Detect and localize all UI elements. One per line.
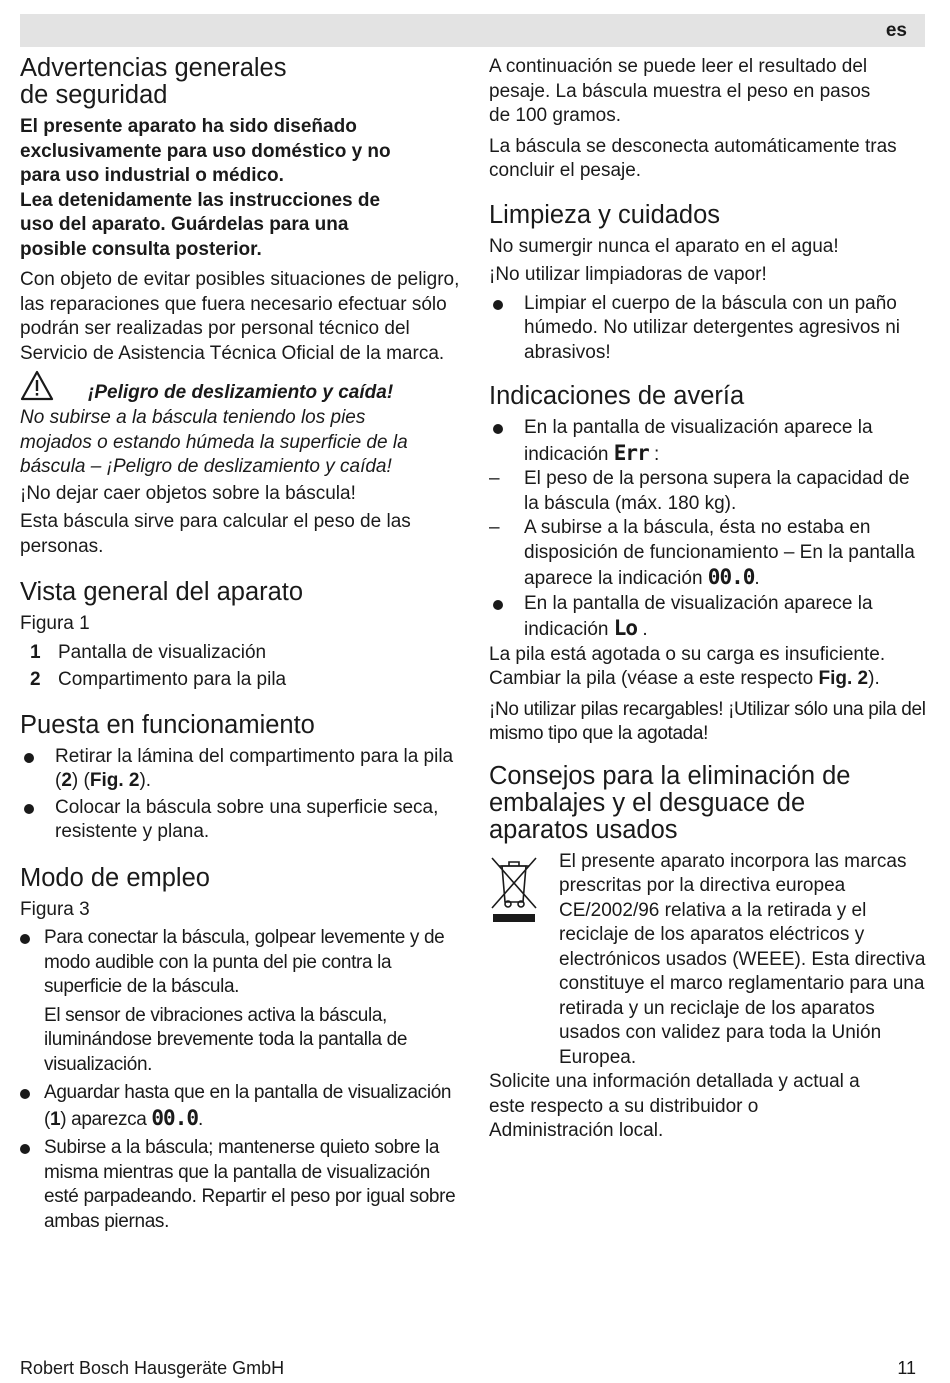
list-item: Aguardar hasta que en la pantalla de visualización (1) aparezca 00.0. — [20, 1081, 460, 1132]
heading-overview: Vista general del aparato — [20, 578, 304, 606]
bullet-icon — [493, 600, 503, 610]
header-bar — [20, 14, 925, 47]
warning-title-text: ¡Peligro de deslizamiento y caída! — [88, 382, 394, 403]
display-lo-reading: Lo — [613, 616, 638, 640]
disposal-paragraph-2: Solicite una información detallada y actual a este respecto a su distribuidor o Administración local. — [489, 1071, 860, 1141]
left-column — [20, 55, 460, 1234]
list-item: En la pantalla de visualización aparece la indicación Lo . — [489, 592, 929, 643]
part-item: 1 Pantalla de visualización — [30, 641, 267, 663]
list-item: En la pantalla de visualización aparece la indicación Err : — [489, 416, 929, 467]
heading-start: Puesta en funcionamiento — [20, 710, 315, 739]
list-item: Limpiar el cuerpo de la báscula con un paño húmedo. No utilizar detergentes agresivos ni abrasivos! — [489, 292, 929, 366]
safety-paragraph: Con objeto de evitar posibles situaciones de peligro, las reparaciones que fuera necesario efectuar sólo podrán ser realizadas por personal técnico del Servicio de Asistencia Técnica Oficial de la marca. — [20, 269, 460, 364]
page-number: 11 — [897, 1358, 916, 1378]
purpose-text: Esta báscula sirve para calcular el peso de las personas. — [20, 511, 411, 557]
rechargeable-warning: ¡No utilizar pilas recargables! ¡Utilizar sólo una pila del mismo tipo que la agotada! — [489, 698, 926, 744]
right-column — [489, 55, 929, 1144]
battery-text: La pila está agotada o su carga es insuficiente. Cambiar la pila (véase a este respecto Fig. 2). — [489, 643, 886, 689]
result-text-2: La báscula se desconecta automáticamente tras concluir el pesaje. — [489, 135, 897, 181]
bullet-icon — [24, 753, 34, 763]
heading-cleaning: Limpieza y cuidados — [489, 200, 721, 229]
list-item: Retirar la lámina del compartimento para la pila (2) (Fig. 2). — [20, 745, 460, 794]
bullet-icon — [20, 1089, 30, 1099]
cleaning-text-2: ¡No utilizar limpiadoras de vapor! — [489, 264, 767, 285]
warning-triangle-icon — [20, 370, 54, 402]
display-err-reading: Err — [613, 440, 649, 465]
heading-use: Modo de empleo — [20, 863, 210, 892]
bullet-icon — [24, 804, 34, 814]
disposal-paragraph: El presente aparato incorpora las marcas prescritas por la directiva europea CE/2002/96 relativa a la retirada y el reciclaje de los aparatos eléctricos y electrónicos usados (WEEE). Esta directiva constituye el marco reglamentario para una retirada y un reciclaje de los aparatos usados con validez para toda la Unión Europea. — [559, 850, 926, 1068]
warning-text: No subirse a la báscula teniendo los pies mojados o estando húmeda la superficie de la báscula – ¡Peligro de deslizamiento y caída! — [20, 407, 408, 477]
weee-bin-icon — [489, 854, 539, 924]
cleaning-text-1: No sumergir nunca el aparato en el agua! — [489, 235, 839, 257]
figure-3-label: Figura 3 — [20, 898, 90, 920]
part-item: 2 Compartimento para la pila — [30, 669, 287, 690]
dash-item: – A subirse a la báscula, ésta no estaba en disposición de funcionamiento – En la pantalla aparece la indicación 00.0. — [489, 517, 915, 589]
bullet-icon — [20, 1144, 30, 1154]
list-item-continuation: El sensor de vibraciones activa la báscula, iluminándose brevemente toda la pantalla de visualización. — [44, 1004, 408, 1075]
result-text-1: A continuación se puede leer el resultado del pesaje. La báscula muestra el peso en pasos de 100 gramos. — [489, 56, 871, 126]
heading-disposal: Consejos para la eliminación de embalajes y el desguace de aparatos usados — [489, 761, 851, 844]
footer-company: Robert Bosch Hausgeräte GmbH — [20, 1358, 285, 1378]
list-item: Subirse a la báscula; mantenerse quieto sobre la misma mientras que la pantalla de visualización esté parpadeando. Repartir el peso por igual sobre ambas piernas. — [20, 1136, 460, 1234]
safety-bold-1: El presente aparato ha sido diseñado exclusivamente para uso doméstico y no para uso industrial o médico. — [20, 116, 391, 186]
no-drop-text: ¡No dejar caer objetos sobre la báscula! — [20, 482, 356, 504]
bullet-icon — [493, 300, 503, 310]
display-zero-reading: 00.0 — [151, 1105, 198, 1130]
bullet-icon — [493, 424, 503, 434]
list-item: Colocar la báscula sobre una superficie seca, resistente y plana. — [20, 796, 460, 845]
bullet-icon — [20, 934, 30, 944]
display-zero-reading: 00.0 — [707, 565, 755, 589]
warning-title — [20, 380, 460, 406]
language-tag: es — [885, 20, 907, 41]
disposal-block — [489, 850, 929, 1071]
list-item: Para conectar la báscula, golpear levemente y de modo audible con la punta del pie contra la superficie de la báscula. — [20, 926, 460, 1000]
figure-1-label: Figura 1 — [20, 613, 90, 634]
safety-bold-2: Lea detenidamente las instrucciones de uso del aparato. Guárdelas para una posible consulta posterior. — [20, 189, 381, 260]
heading-safety: Advertencias generales de seguridad — [20, 54, 287, 109]
dash-item: – El peso de la persona supera la capacidad de la báscula (máx. 180 kg). — [489, 468, 910, 514]
heading-faults: Indicaciones de avería — [489, 382, 745, 410]
